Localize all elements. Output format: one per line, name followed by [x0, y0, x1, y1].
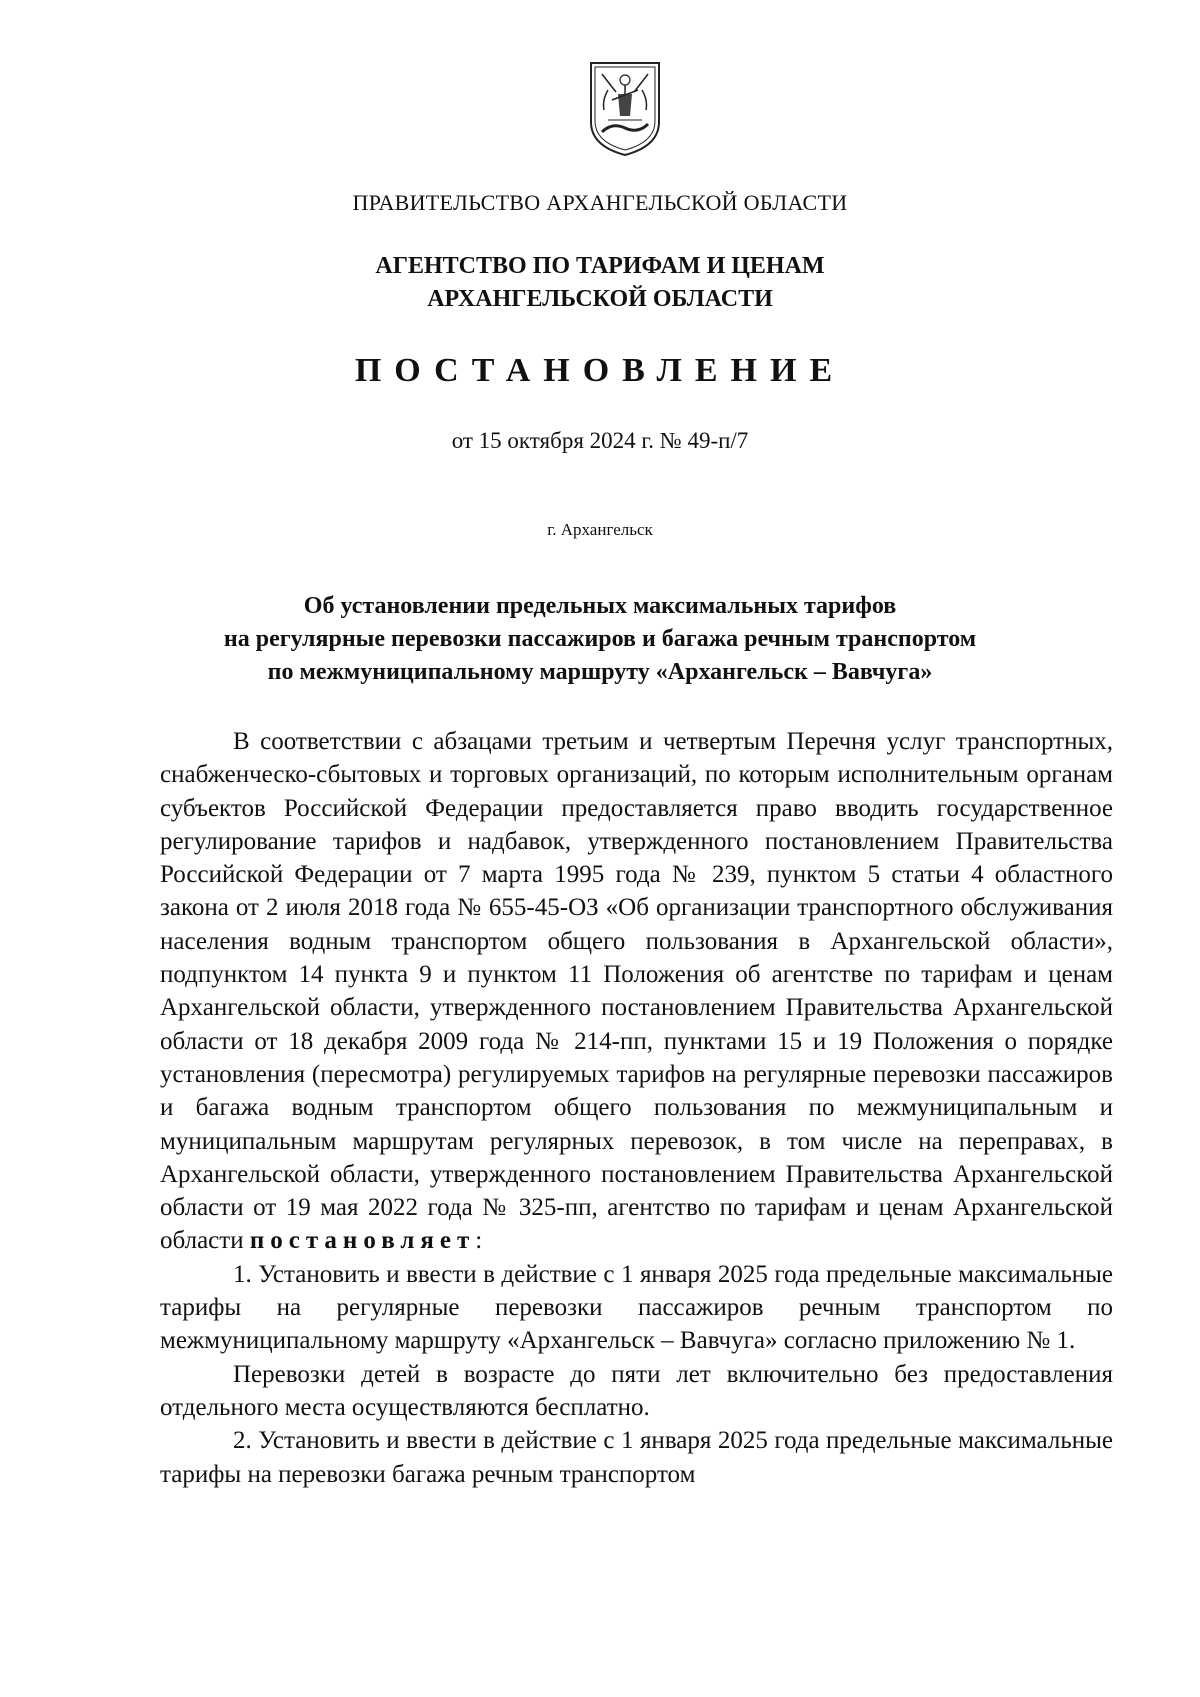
resolves-word: постановляет: [249, 1227, 476, 1255]
coat-of-arms-icon: [588, 60, 662, 158]
agency-name: [0, 250, 1200, 316]
item-1-note-paragraph: Перевозки детей в возрасте до пяти лет включительно без предоставления отдельного места осуществляются бесплатно.: [160, 1360, 1113, 1421]
decree-title: [0, 590, 1200, 689]
item-2-paragraph: 2. Установить и ввести в действие с 1 января 2025 года предельные максимальные тарифы на перевозки багажа речным транспортом: [160, 1427, 1113, 1488]
item-1-paragraph: 1. Установить и ввести в действие с 1 января 2025 года предельные максимальные тарифы на регулярные перевозки пассажиров речным транспортом по межмуниципальному маршруту «Архангельск – Вавчуга» согласно приложению № 1.: [160, 1260, 1113, 1355]
document-type-heading: ПОСТАНОВЛЕНИЕ: [354, 352, 846, 389]
preamble-paragraph: [160, 725, 1113, 1258]
resolves-colon: :: [475, 1227, 483, 1255]
city-name: г. Архангельск: [547, 520, 653, 539]
decree-title-line2: на регулярные перевозки пассажиров и багажа речным транспортом: [223, 626, 977, 652]
agency-name-line1: АГЕНТСТВО ПО ТАРИФАМ И ЦЕНАМ: [375, 253, 825, 279]
preamble-text: В соответствии с абзацами третьим и четвертым Перечня услуг транспортных, снабженческо-сбытовых и торговых организаций, по которым исполнительным органам субъектов Российской Федерации предоставляется право вводить государственное регулирование тарифов и надбавок, утвержденного постановлением Правительства Российской Федерации от 7 марта 1995 года № 239, пунктом 5 статьи 4 областного закона от 2 июля 2018 года № 655-45-ОЗ «Об организации транспортного обслуживания населения водным транспортом общего пользования в Архангельской области», подпунктом 14 пункта 9 и пунктом 11 Положения об агентстве по тарифам и ценам Архангельской области, утвержденного постановлением Правительства Архангельской области от 18 декабря 2009 года № 214-пп, пунктами 15 и 19 Положения о порядке установления (пересмотра) регулируемых тарифов на регулярные перевозки пассажиров и багажа водным транспортом общего пользования по межмуниципальным и муниципальным маршрутам регулярных перевозок, в том числе на переправах, в Архангельской области, утвержденного постановлением Правительства Архангельской области от 19 мая 2022 года № 325-пп, агентство по тарифам и ценам Архангельской области: [160, 728, 1113, 1255]
agency-name-line2: АРХАНГЕЛЬСКОЙ ОБЛАСТИ: [427, 286, 773, 312]
decree-title-line3: по межмуниципальному маршруту «Архангельск – Вавчуга»: [267, 659, 933, 685]
decree-body: [160, 725, 1113, 1491]
government-name: ПРАВИТЕЛЬСТВО АРХАНГЕЛЬСКОЙ ОБЛАСТИ: [352, 190, 848, 215]
decree-date-number: от 15 октября 2024 г. № 49-п/7: [451, 428, 749, 453]
decree-title-line1: Об установлении предельных максимальных тарифов: [303, 593, 897, 619]
